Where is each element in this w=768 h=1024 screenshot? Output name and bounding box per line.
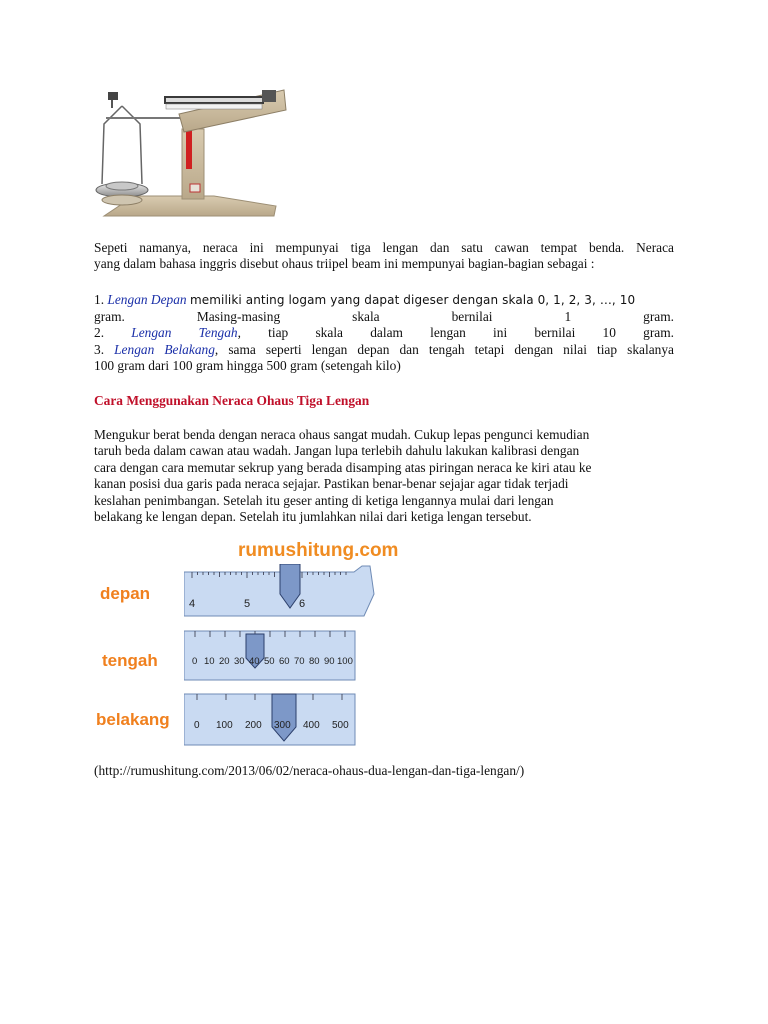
list-item-3 [94, 342, 674, 358]
tick-label: 10 [204, 656, 215, 667]
label-belakang: belakang [96, 710, 170, 729]
list-text: memiliki anting logam yang dapat digeser dengan skala 0, 1, 2, 3, …, 10 [190, 293, 636, 307]
tick-label: 0 [194, 720, 200, 731]
tick-label: 100 [216, 720, 233, 731]
tick-label: 30 [234, 656, 245, 667]
depan-beam [184, 564, 379, 620]
tick-label: 5 [244, 598, 251, 610]
tick-label: 80 [309, 656, 320, 667]
list-item-3-continued: 100 gram dari 100 gram hingga 500 gram (setengah kilo) [94, 358, 401, 373]
tick-label: 500 [332, 720, 349, 731]
watermark: rumushitung.com [238, 540, 399, 561]
list-item-1 [94, 292, 674, 308]
label-tengah: tengah [102, 651, 158, 670]
tick-label: 70 [294, 656, 305, 667]
tick-label: 90 [324, 656, 335, 667]
term-lengan-tengah: Lengan Tengah [131, 325, 238, 340]
term-lengan-belakang: Lengan Belakang [114, 342, 215, 357]
term-lengan-depan: Lengan Depan [107, 292, 187, 307]
list-number: 2. [94, 325, 105, 340]
text-line: belakang ke lengan depan. Setelah itu jumlahkan nilai dari ketiga lengan tersebut. [94, 509, 532, 525]
text-line: taruh beda dalam cawan atau wadah. Jangan lupa terlebih dahulu lakukan kalibrasi dengan [94, 443, 580, 459]
belakang-beam [184, 693, 356, 747]
text-line: cara dengan cara memutar sekrup yang berada disamping atas piringan neraca ke kiri atau ke [94, 459, 592, 475]
intro-line-2: yang dalam bahasa inggris disebut ohaus triipel beam ini mempunyai bagian-bagian sebagai : [94, 256, 595, 271]
section-heading: Cara Menggunakan Neraca Ohaus Tiga Lengan [94, 393, 370, 408]
text-line: kanan posisi dua garis pada neraca sejajar. Pastikan benar-benar sejajar agar tidak terjadi [94, 476, 569, 492]
text-line: keslahan penimbangan. Setelah itu geser anting di ketiga lengannya mulai dari lengan [94, 492, 554, 508]
instructions-paragraph [94, 427, 684, 525]
tick-label: 0 [192, 656, 198, 667]
tick-label: 20 [219, 656, 230, 667]
tick-label: 300 [274, 720, 291, 731]
tick-label: 6 [299, 598, 306, 610]
list-text: , tiap skala dalam lengan ini bernilai 10 gram. [237, 325, 674, 340]
list-number: 1. [94, 292, 105, 307]
label-depan: depan [100, 584, 151, 603]
tick-label: 100 [337, 656, 353, 667]
tick-label: 400 [303, 720, 320, 731]
list-item-1-continued: gram. Masing-masing skala bernilai 1 gram. [94, 309, 674, 324]
beam-scale-figure [94, 540, 399, 750]
tick-label: 200 [245, 720, 262, 731]
source-url: (http://rumushitung.com/2013/06/02/neraca-ohaus-dua-lengan-dan-tiga-lengan/) [94, 763, 525, 778]
triple-beam-balance-photo [94, 84, 288, 224]
tick-label: 4 [189, 598, 196, 610]
tick-label: 50 [264, 656, 275, 667]
list-text: , sama seperti lengan depan dan tengah tetapi dengan nilai tiap skalanya [214, 342, 674, 357]
list-item-2 [94, 325, 674, 341]
tick-label: 60 [279, 656, 290, 667]
intro-line-1: Sepeti namanya, neraca ini mempunyai tiga lengan dan satu cawan tempat benda. Neraca [94, 240, 674, 255]
list-number: 3. [94, 342, 105, 357]
tick-label: 40 [249, 656, 260, 667]
text-line: Mengukur berat benda dengan neraca ohaus sangat mudah. Cukup lepas pengunci kemudian [94, 427, 590, 442]
